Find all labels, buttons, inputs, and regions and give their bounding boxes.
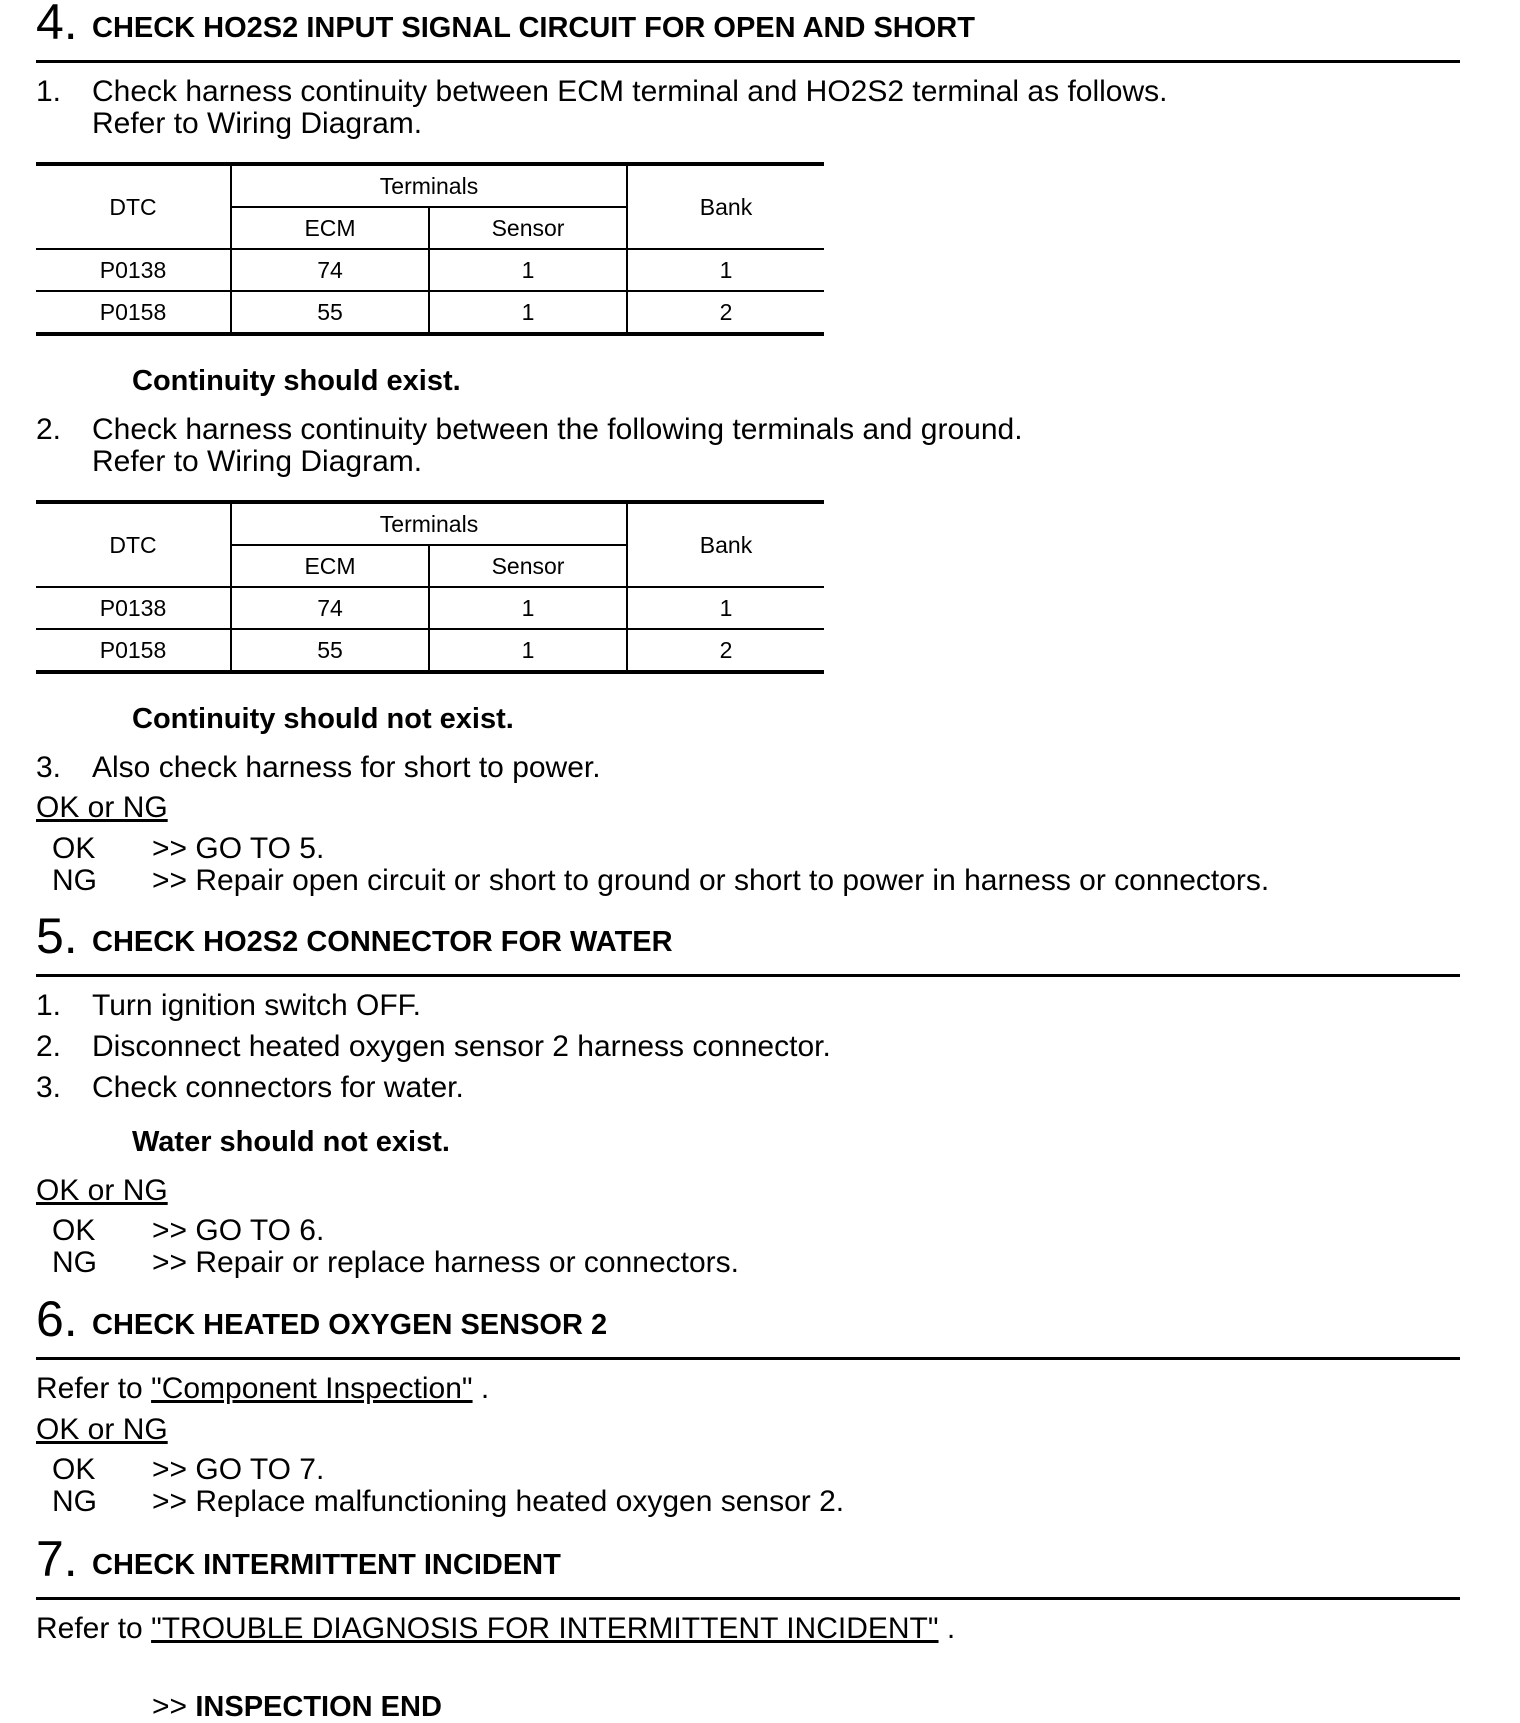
step-number: 6.: [36, 1291, 78, 1347]
note-water-not-exist: Water should not exist.: [132, 1126, 450, 1158]
header-bank: Bank: [627, 502, 824, 587]
step-5-item-1-text: Turn ignition switch OFF.: [92, 989, 421, 1022]
header-dtc: DTC: [36, 164, 231, 249]
note-continuity-not-exist: Continuity should not exist.: [132, 703, 514, 735]
cell-ecm: 55: [231, 629, 429, 672]
ok-or-ng-label: OK or NG: [36, 1413, 168, 1446]
ng-action: >> Repair or replace harness or connectors.: [152, 1246, 739, 1279]
ok-or-ng-label: OK or NG: [36, 1174, 168, 1207]
end-prefix: >>: [152, 1690, 196, 1723]
ok-action: >> GO TO 7.: [152, 1453, 325, 1486]
refer-line: [36, 1372, 489, 1406]
refer-prefix: Refer to: [36, 1372, 152, 1405]
step-number: 5.: [36, 908, 78, 964]
step-5-item-1-number: 1.: [36, 989, 62, 1022]
ng-code: NG: [52, 864, 97, 897]
ng-action: >> Repair open circuit or short to ground or short to power in harness or connectors.: [152, 864, 1270, 897]
ok-code: OK: [52, 1453, 96, 1486]
table-row: [36, 249, 824, 291]
step-4-item-1-number: 1.: [36, 75, 62, 108]
step-7-header: [36, 1531, 1460, 1600]
table-row: [36, 587, 824, 629]
table-row: [36, 629, 824, 672]
refer-suffix: .: [938, 1612, 956, 1645]
step-5-item-3-text: Check connectors for water.: [92, 1071, 464, 1104]
cell-bank: 2: [627, 291, 824, 334]
step-6-header: [36, 1291, 1460, 1360]
terminal-table-1: [36, 162, 824, 336]
cell-ecm: 74: [231, 587, 429, 629]
ok-or-ng-label: OK or NG: [36, 791, 168, 824]
end-text: INSPECTION END: [195, 1691, 442, 1723]
step-4-item-2-text-2: Refer to Wiring Diagram.: [92, 445, 423, 478]
cell-bank: 2: [627, 629, 824, 672]
refer-line: [36, 1612, 955, 1646]
header-terminals: Terminals: [231, 164, 627, 207]
cell-sensor: 1: [429, 291, 627, 334]
cell-dtc: P0158: [36, 629, 231, 672]
step-5-item-2-number: 2.: [36, 1030, 62, 1063]
step-number: 7.: [36, 1531, 78, 1587]
header-ecm: ECM: [231, 207, 429, 249]
step-title: CHECK HO2S2 INPUT SIGNAL CIRCUIT FOR OPEN AND SHORT: [92, 12, 975, 44]
terminal-table-2: [36, 500, 824, 674]
step-4-header: [36, 0, 1460, 63]
step-title: CHECK HEATED OXYGEN SENSOR 2: [92, 1309, 608, 1341]
ok-code: OK: [52, 1214, 96, 1247]
step-4-item-2-number: 2.: [36, 413, 62, 446]
ng-action: >> Replace malfunctioning heated oxygen sensor 2.: [152, 1485, 845, 1518]
header-bank: Bank: [627, 164, 824, 249]
step-5-item-3-number: 3.: [36, 1071, 62, 1104]
step-5-item-2-text: Disconnect heated oxygen sensor 2 harness connector.: [92, 1030, 831, 1063]
cell-ecm: 74: [231, 249, 429, 291]
note-continuity-exist: Continuity should exist.: [132, 365, 461, 397]
header-sensor: Sensor: [429, 545, 627, 587]
cell-sensor: 1: [429, 587, 627, 629]
cell-dtc: P0158: [36, 291, 231, 334]
cell-dtc: P0138: [36, 587, 231, 629]
step-4-item-1-text: Check harness continuity between ECM terminal and HO2S2 terminal as follows.: [92, 75, 1168, 108]
header-ecm: ECM: [231, 545, 429, 587]
header-dtc: DTC: [36, 502, 231, 587]
cell-sensor: 1: [429, 249, 627, 291]
inspection-end: [152, 1692, 442, 1722]
cell-sensor: 1: [429, 629, 627, 672]
refer-prefix: Refer to: [36, 1612, 152, 1645]
ok-action: >> GO TO 5.: [152, 832, 325, 865]
ok-action: >> GO TO 6.: [152, 1214, 325, 1247]
step-number: 4.: [36, 0, 78, 50]
step-4-item-1-text-2: Refer to Wiring Diagram.: [92, 107, 423, 140]
step-5-header: [36, 908, 1460, 977]
header-terminals: Terminals: [231, 502, 627, 545]
step-4-item-2-text: Check harness continuity between the following terminals and ground.: [92, 413, 1023, 446]
cell-dtc: P0138: [36, 249, 231, 291]
ng-code: NG: [52, 1485, 97, 1518]
step-4-item-3-number: 3.: [36, 751, 62, 784]
header-sensor: Sensor: [429, 207, 627, 249]
ng-code: NG: [52, 1246, 97, 1279]
step-title: CHECK INTERMITTENT INCIDENT: [92, 1549, 561, 1581]
step-title: CHECK HO2S2 CONNECTOR FOR WATER: [92, 926, 673, 958]
cell-ecm: 55: [231, 291, 429, 334]
cell-bank: 1: [627, 249, 824, 291]
cell-bank: 1: [627, 587, 824, 629]
intermittent-incident-link[interactable]: "TROUBLE DIAGNOSIS FOR INTERMITTENT INCIDENT": [151, 1612, 939, 1645]
refer-suffix: .: [472, 1372, 490, 1405]
ok-code: OK: [52, 832, 96, 865]
component-inspection-link[interactable]: "Component Inspection": [151, 1372, 473, 1405]
step-4-item-3-text: Also check harness for short to power.: [92, 751, 601, 784]
table-row: [36, 291, 824, 334]
